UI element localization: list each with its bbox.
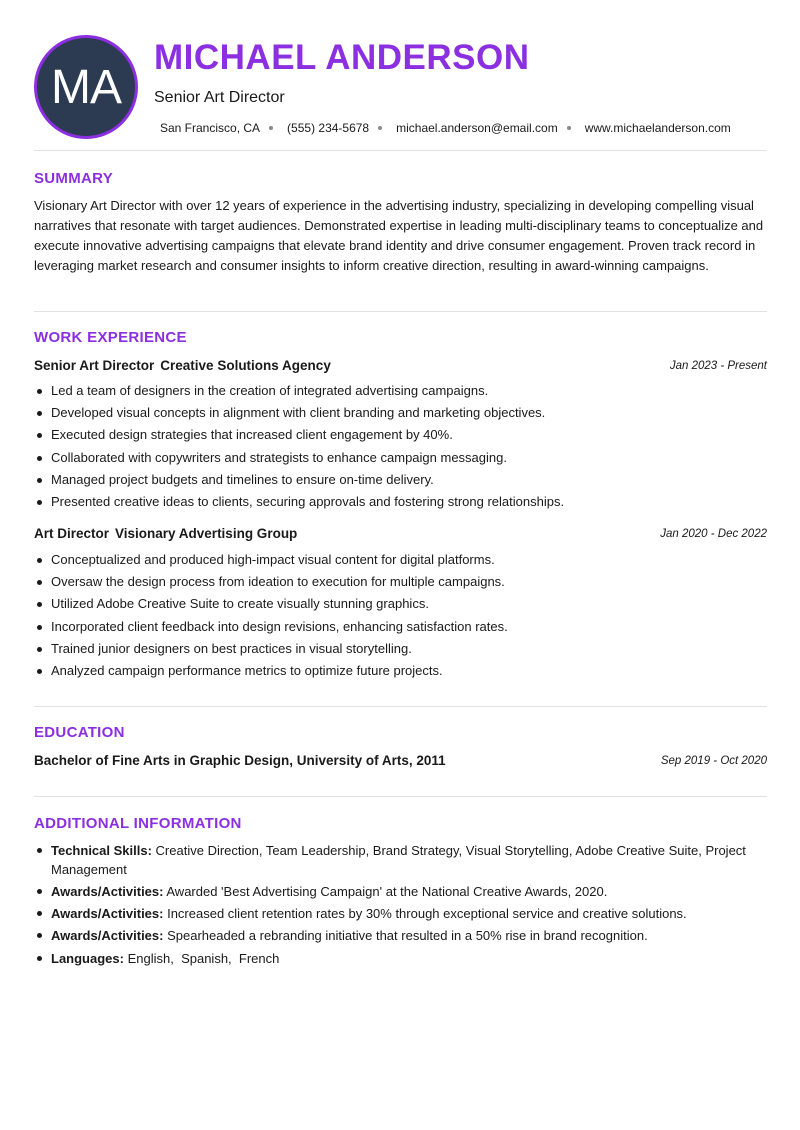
info-text: Increased client retention rates by 30% through exceptional service and creative solutions.: [167, 906, 687, 921]
info-text: English, Spanish, French: [127, 951, 280, 966]
info-label: Technical Skills:: [51, 843, 152, 858]
education-heading: EDUCATION: [34, 724, 125, 741]
info-text: Spearheaded a rebranding initiative that resulted in a 50% rise in brand recognition.: [167, 928, 648, 943]
list-item: Developed visual concepts in alignment with client branding and marketing objectives.: [34, 402, 767, 424]
education-dates: Sep 2019 - Oct 2020: [660, 755, 767, 767]
avatar-initials: MA: [51, 60, 121, 114]
resume-header: [0, 0, 800, 150]
contact-line: [160, 121, 731, 135]
job-dates: Jan 2020 - Dec 2022: [660, 528, 767, 540]
education-entry: [34, 753, 767, 773]
separator-dot: [269, 126, 273, 130]
list-item: Led a team of designers in the creation of integrated advertising campaigns.: [34, 380, 767, 402]
additional-heading: ADDITIONAL INFORMATION: [34, 815, 242, 832]
additional-info-list: [34, 841, 767, 971]
contact-phone: (555) 234-5678: [287, 121, 370, 135]
job-company: Creative Solutions Agency: [160, 358, 331, 373]
list-item: [34, 882, 767, 901]
info-text: Awarded 'Best Advertising Campaign' at the National Creative Awards, 2020.: [166, 884, 608, 899]
list-item: [34, 949, 767, 968]
list-item: Collaborated with copywriters and strategists to enhance campaign messaging.: [34, 447, 767, 469]
job-role: Art Director: [34, 526, 110, 541]
separator-dot: [378, 126, 382, 130]
contact-website[interactable]: www.michaelanderson.com: [584, 121, 731, 135]
list-item: Executed design strategies that increased client engagement by 40%.: [34, 424, 767, 446]
job-header: [34, 526, 767, 546]
job-header: [34, 358, 767, 378]
list-item: Conceptualized and produced high-impact visual content for digital platforms.: [34, 549, 767, 571]
candidate-name: MICHAEL ANDERSON: [154, 38, 530, 77]
avatar: [34, 35, 138, 139]
job-role-line: [34, 526, 297, 541]
summary-heading: SUMMARY: [34, 170, 114, 187]
job-dates: Jan 2023 - Present: [669, 360, 767, 372]
summary-text: Visionary Art Director with over 12 years of experience in the advertising industry, specializing in developing compelling visual narratives that resonate with target audiences. Demonstrated expertise in leading multi-disciplinary teams to conceptualize and execute innovative advertising campaigns that elevate brand identity and drive consumer engagement. Proven track record in leveraging market research and consumer insights to inform creative direction, resulting in award-winning campaigns.: [34, 198, 764, 273]
separator-dot: [567, 126, 571, 130]
list-item: Presented creative ideas to clients, securing approvals and fostering strong relationships.: [34, 491, 767, 513]
list-item: [34, 904, 767, 923]
info-label: Awards/Activities:: [51, 928, 164, 943]
divider: [34, 706, 767, 707]
contact-email[interactable]: michael.anderson@email.com: [396, 121, 558, 135]
list-item: [34, 841, 767, 879]
list-item: [34, 926, 767, 945]
job-role: Senior Art Director: [34, 358, 155, 373]
job-bullet-list: [34, 380, 767, 513]
info-label: Awards/Activities:: [51, 884, 164, 899]
info-text: Creative Direction, Team Leadership, Brand Strategy, Visual Storytelling, Adobe Creative Suite, Project Management: [51, 843, 746, 877]
list-item: Oversaw the design process from ideation to execution for multiple campaigns.: [34, 571, 767, 593]
list-item: Managed project budgets and timelines to ensure on-time delivery.: [34, 469, 767, 491]
job-company: Visionary Advertising Group: [115, 526, 298, 541]
divider: [34, 796, 767, 797]
info-label: Languages:: [51, 951, 124, 966]
experience-heading: WORK EXPERIENCE: [34, 329, 187, 346]
divider: [34, 150, 767, 151]
contact-location: San Francisco, CA: [160, 121, 261, 135]
education-degree: Bachelor of Fine Arts in Graphic Design, University of Arts, 2011: [34, 753, 446, 768]
list-item: Analyzed campaign performance metrics to optimize future projects.: [34, 660, 767, 682]
list-item: Trained junior designers on best practices in visual storytelling.: [34, 638, 767, 660]
list-item: Utilized Adobe Creative Suite to create visually stunning graphics.: [34, 593, 767, 615]
info-label: Awards/Activities:: [51, 906, 164, 921]
job-role-line: [34, 358, 331, 373]
list-item: Incorporated client feedback into design revisions, enhancing satisfaction rates.: [34, 616, 767, 638]
job-bullet-list: [34, 549, 767, 682]
divider: [34, 311, 767, 312]
candidate-title: Senior Art Director: [154, 89, 285, 106]
